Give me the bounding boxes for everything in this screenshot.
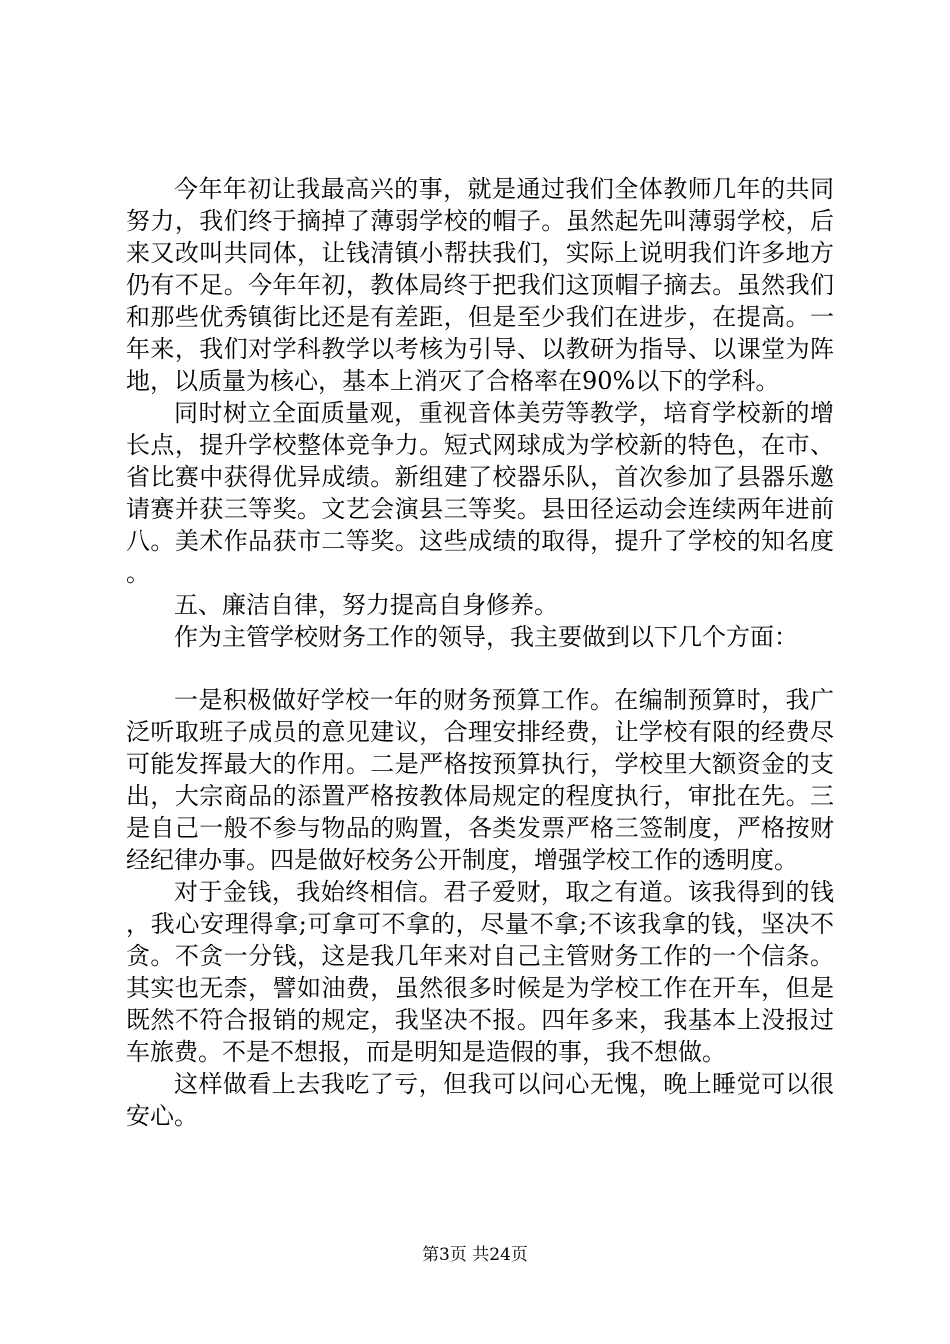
- paragraph-gap: [126, 653, 834, 684]
- paragraph-4: 一是积极做好学校一年的财务预算工作。在编制预算时，我广泛听取班子成员的意见建议，合理安排经费，让学校有限的经费尽可能发挥最大的作用。二是严格按预算执行，学校里大额资金的支出，大宗商品的添置严格按教体局规定的程度执行，审批在先。三是自己一般不参与物品的购置，各类发票严格三签制度，严格按财经纪律办事。四是做好校务公开制度，增强学校工作的透明度。: [126, 686, 834, 874]
- page-footer: 第3页 共24页: [422, 1245, 528, 1265]
- paragraph-6: 这样做看上去我吃了亏，但我可以问心无愧，晚上睡觉可以很安心。: [126, 1070, 834, 1130]
- paragraph-5: 对于金钱，我始终相信。君子爱财，取之有道。该我得到的钱，我心安理得拿;可拿可不拿的，尽量不拿;不该我拿的钱，坚决不贪。不贪一分钱，这是我几年来对自己主管财务工作的一个信条。其实也无柰，譬如油费，虽然很多时候是为学校工作在开车，但是既然不符合报销的规定，我坚决不报。四年多来，我基本上没报过车旅费。不是不想报，而是明知是造假的事，我不想做。: [126, 878, 834, 1066]
- section-heading: 五、廉洁自律，努力提高自身修养。: [174, 591, 558, 619]
- paragraph-3: 作为主管学校财务工作的领导，我主要做到以下几个方面：: [174, 623, 798, 651]
- paragraph-1: 今年年初让我最高兴的事，就是通过我们全体教师几年的共同努力，我们终于摘掉了薄弱学校的帽子。虽然起先叫薄弱学校，后来又改叫共同体，让钱清镇小帮扶我们，实际上说明我们许多地方仍有不足。今年年初，教体局终于把我们这顶帽子摘去。虽然我们和那些优秀镇街比还是有差距，但是至少我们在进步，在提高。一年来，我们对学科教学以考核为引导、以教研为指导、以课堂为阵地，以质量为核心，基本上消灭了合格率在90%以下的学科。: [126, 175, 834, 395]
- document-body: [126, 173, 834, 1132]
- paragraph-2: 同时树立全面质量观，重视音体美劳等教学，培育学校新的增长点，提升学校整体竞争力。短式网球成为学校新的特色，在市、省比赛中获得优异成绩。新组建了校器乐队，首次参加了县器乐邀请赛并获三等奖。文艺会演县三等奖。县田径运动会连续两年进前八。美术作品获市二等奖。这些成绩的取得，提升了学校的知名度。: [126, 399, 834, 587]
